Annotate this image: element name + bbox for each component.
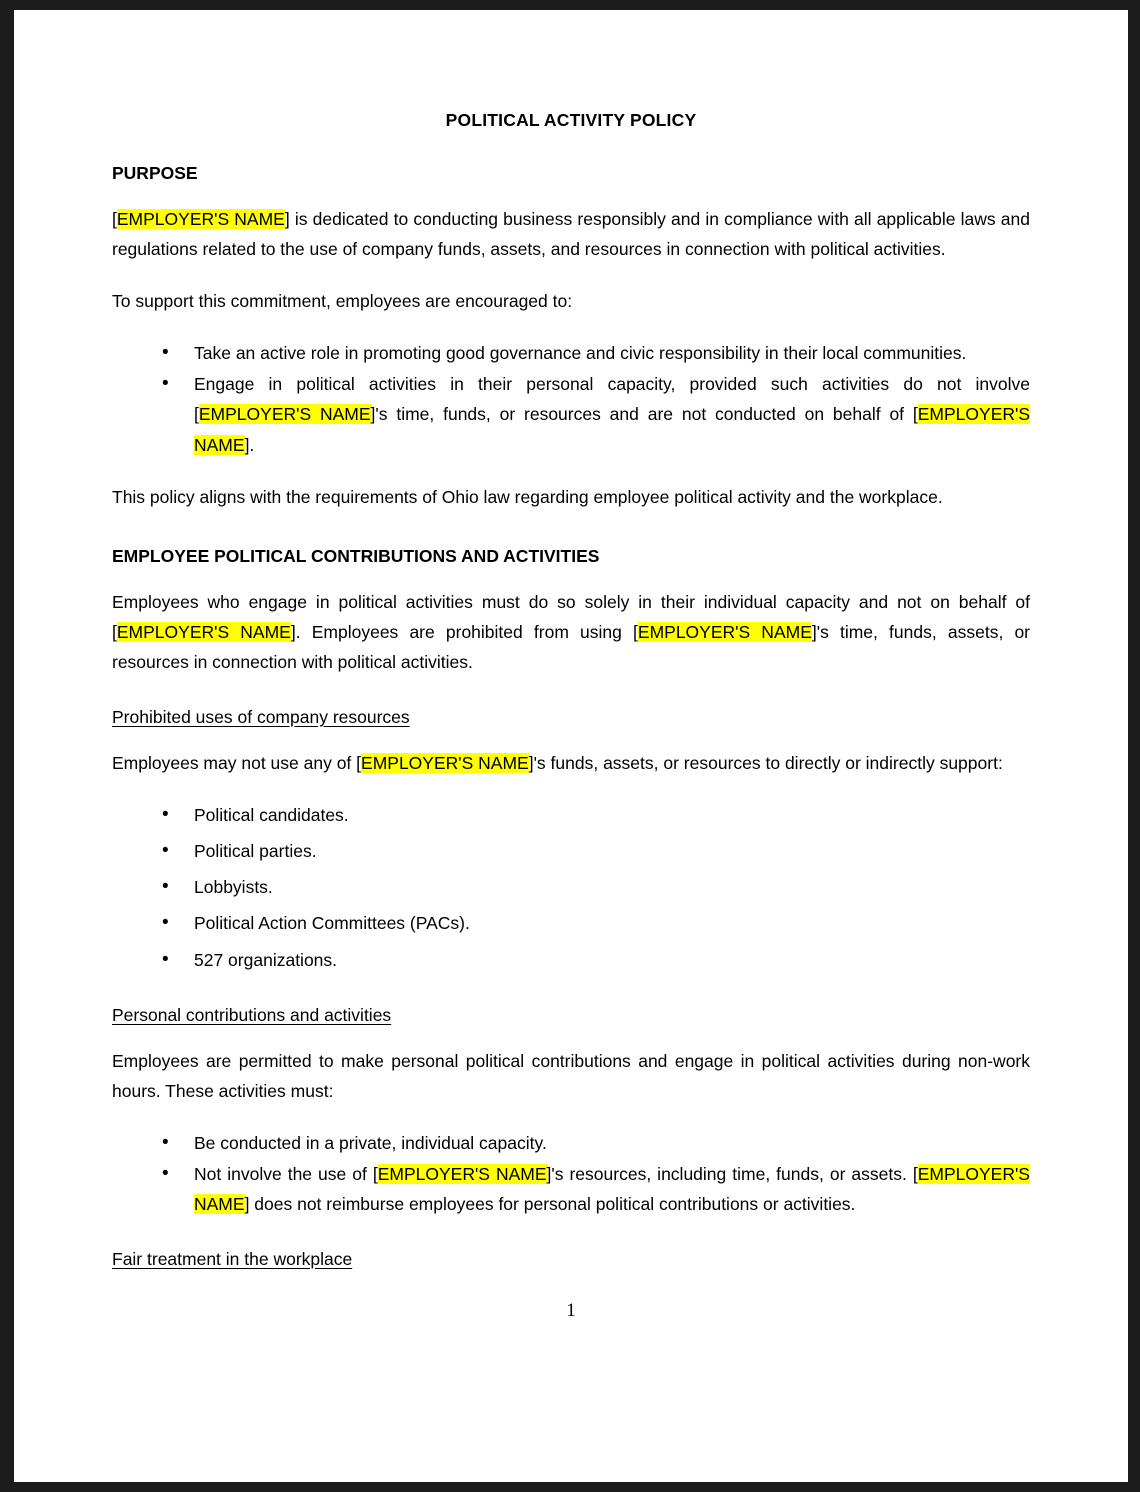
bullet-text-segment: ]'s time, funds, or resources and are not conducted on behalf of [: [370, 404, 918, 425]
section-heading-purpose: PURPOSE: [112, 163, 198, 183]
bullet-text-segment: ]'s resources, including time, funds, or assets. [: [546, 1163, 918, 1184]
purpose-bullet-list: [112, 338, 1030, 459]
subheading-fair-treatment: Fair treatment in the workplace: [112, 1249, 353, 1270]
section-heading-contributions: EMPLOYEE POLITICAL CONTRIBUTIONS AND ACTIVITIES: [112, 545, 600, 566]
purpose-closing-paragraph: This policy aligns with the requirements of Ohio law regarding employee political activity and the workplace.: [112, 486, 943, 507]
employer-name-placeholder: EMPLOYER'S NAME: [116, 621, 291, 642]
paragraph-segment: ]. Employees are prohibited from using [: [290, 621, 638, 642]
list-item: • 527 organizations.: [112, 945, 1030, 975]
bullet-text-segment: Engage in political activities in their personal capacity, provided such activities do not involve [: [194, 374, 1030, 425]
paragraph-segment: ]'s funds, assets, or resources to directly or indirectly support:: [528, 753, 1003, 774]
personal-contributions-intro-paragraph: Employees are permitted to make personal political contributions and engage in political activities during non-work hours. These activities must:: [112, 1050, 1030, 1101]
page-number: 1: [566, 1300, 576, 1321]
bullet-text: Take an active role in promoting good governance and civic responsibility in their local communities.: [194, 343, 967, 364]
subheading-prohibited-uses: Prohibited uses of company resources: [112, 707, 410, 728]
bullet-text-segment: ].: [244, 434, 255, 455]
document-title: POLITICAL ACTIVITY POLICY: [445, 110, 697, 130]
prohibited-uses-intro-paragraph: [112, 748, 1030, 778]
list-item: • Lobbyists.: [112, 872, 1030, 902]
list-item: [112, 369, 1030, 459]
list-item: [112, 1159, 1030, 1219]
paragraph-segment: ]'s time, funds, assets, or resources in connection with political activities.: [112, 621, 1031, 672]
purpose-intro-paragraph: [112, 204, 1030, 264]
employer-name-placeholder: EMPLOYER'S NAME: [637, 621, 812, 642]
list-item: [112, 1128, 1030, 1158]
bullet-text-segment: Not involve the use of [: [194, 1163, 378, 1184]
purpose-leadin-paragraph: To support this commitment, employees are encouraged to:: [112, 291, 573, 312]
list-item: • Political parties.: [112, 836, 1030, 866]
prohibited-uses-bullet-list: [112, 800, 1030, 974]
employer-name-placeholder: EMPLOYER'S NAME: [116, 209, 285, 229]
employer-name-placeholder: EMPLOYER'S NAME: [198, 404, 371, 425]
employer-name-placeholder: EMPLOYER'S NAME: [377, 1163, 547, 1184]
list-item: • Political Action Committees (PACs).: [112, 908, 1030, 938]
subheading-personal-contributions: Personal contributions and activities: [112, 1004, 392, 1025]
personal-contributions-bullet-list: [112, 1128, 1030, 1219]
list-item: • Political candidates.: [112, 800, 1030, 830]
paragraph-segment: Employees who engage in political activities must do so solely in their individual capacity and not on behalf of [: [112, 591, 1030, 642]
bullet-text-segment: ] does not reimburse employees for personal political contributions or activities.: [244, 1193, 856, 1214]
document-content: [112, 110, 1030, 1290]
paragraph-segment: Employees may not use any of [: [112, 753, 362, 774]
employer-name-placeholder: EMPLOYER'S NAME: [194, 1163, 1030, 1214]
purpose-intro-text: ] is dedicated to conducting business responsibly and in compliance with all applicable laws and regulations related to the use of company funds, assets, and resources in connection with political activities.: [112, 209, 1030, 260]
employer-name-placeholder: EMPLOYER'S NAME: [194, 404, 1031, 455]
document-page-sheet: [14, 10, 1128, 1482]
bracket-open: [: [112, 209, 117, 229]
contributions-intro-paragraph: [112, 587, 1030, 677]
bullet-text: Be conducted in a private, individual capacity.: [194, 1132, 547, 1153]
employer-name-placeholder: EMPLOYER'S NAME: [361, 753, 529, 774]
list-item: [112, 338, 1030, 368]
